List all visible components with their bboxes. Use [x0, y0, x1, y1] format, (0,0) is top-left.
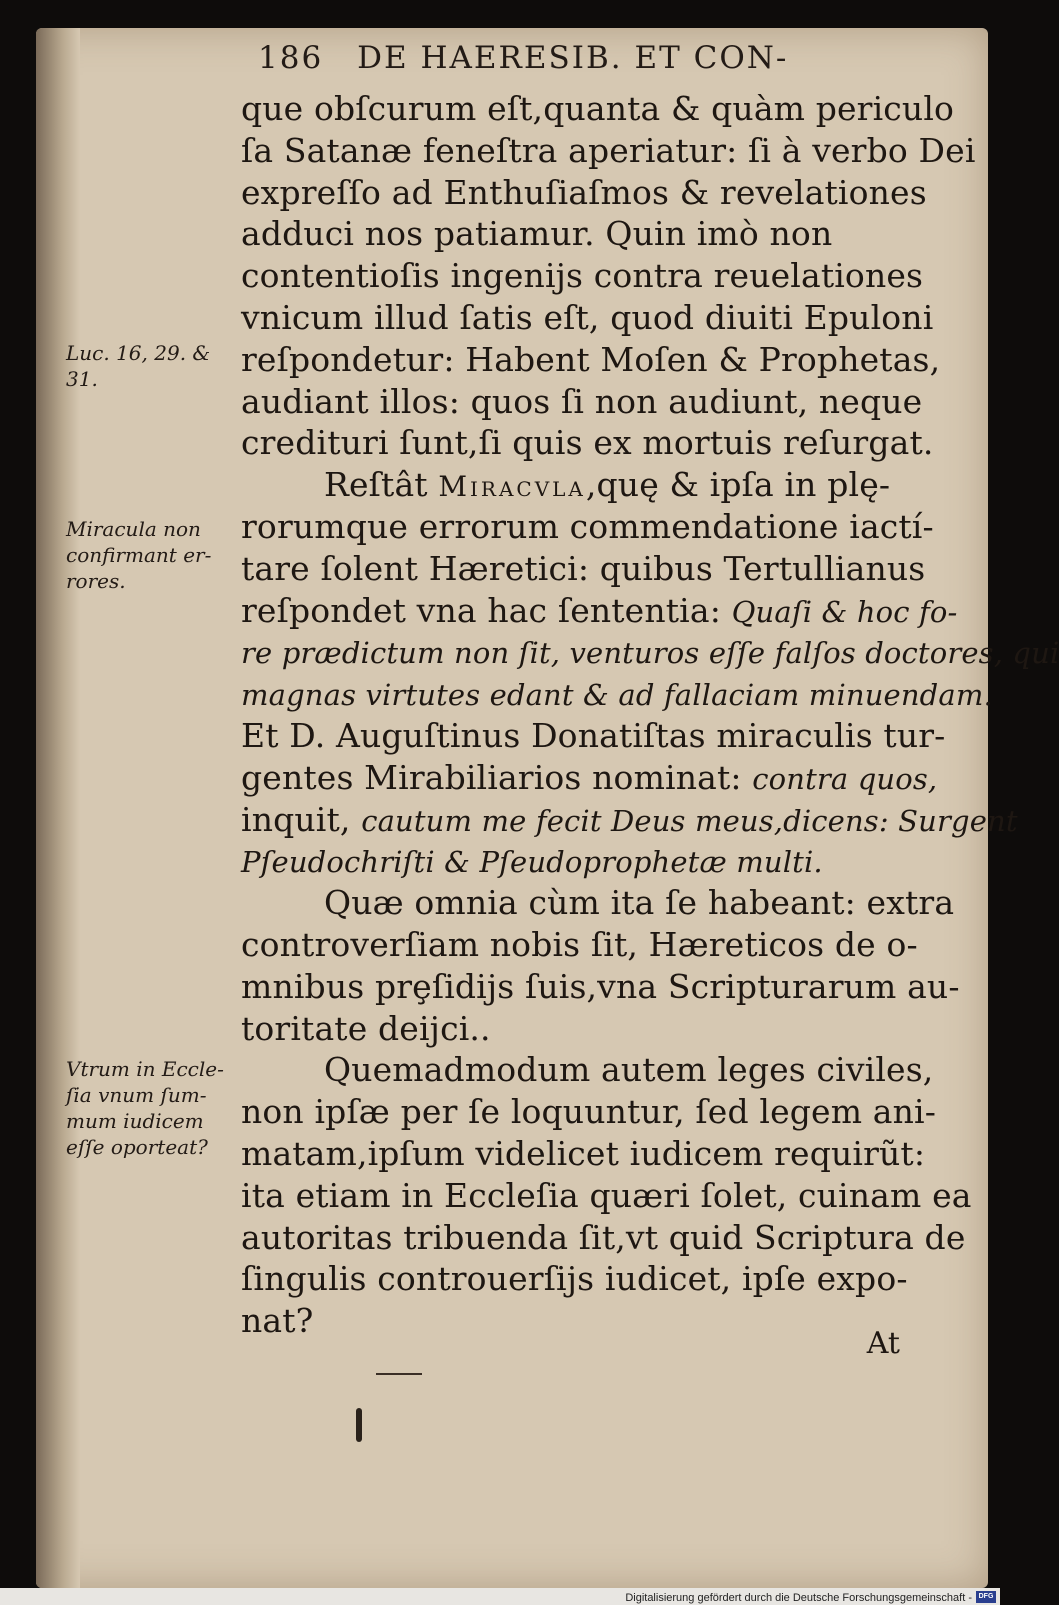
quotation: magnas virtutes edant & ad fallaciam minuendam. [241, 678, 993, 713]
text-line [241, 631, 1059, 673]
marginal-line: ſia vnum ſum- [66, 1083, 207, 1107]
marginal-line: rores. [66, 569, 126, 593]
text-line: mnibus prȩſidijs ſuis,vna Scripturarum au- [241, 966, 960, 1006]
quotation: re prædictum non ſit, venturos eſſe falſos doctores, qui [241, 636, 1059, 671]
text-span: reſpondet vna hac ſententia: [241, 590, 732, 630]
page-number: 186 [258, 40, 324, 76]
digitization-footer [0, 1588, 1000, 1605]
text-span: gentes Mirabiliarios nominat: [241, 757, 753, 797]
text-line: autoritas tribuenda ſit,vt quid Scriptura de [241, 1217, 966, 1257]
text-line [241, 840, 966, 882]
text-line: non ipſæ per ſe loquuntur, ſed legem ani- [241, 1092, 937, 1132]
text-line: credituri ſunt,ſi quis ex mortuis reſurgat. [241, 423, 934, 463]
text-line: reſpondetur: Habent Moſen & Prophetas, [241, 339, 941, 379]
quotation: cautum me fecit Deus meus,dicens: Surgent [361, 803, 1018, 838]
text-line: rorumque errorum commendatione iactí- [241, 506, 934, 546]
main-text [241, 88, 1059, 1342]
marginal-note-judge [66, 1056, 241, 1160]
dfg-logo-icon: DFG [976, 1591, 996, 1603]
quotation: Pſeudochriſti & Pſeudoprophetæ multi. [241, 845, 823, 880]
catchword: At [866, 1326, 900, 1361]
text-span: ,quę & ipſa in plę- [585, 465, 891, 505]
text-line: controverſiam nobis ſit, Hæreticos de o- [241, 924, 918, 964]
marginal-line: mum iudicem [66, 1109, 204, 1133]
ink-stroke-mark [356, 1408, 362, 1442]
page-spine-shadow [36, 28, 80, 1588]
marginal-line: 31. [66, 367, 98, 391]
text-line: audiant illos: quos ſi non audiunt, neque [241, 381, 923, 421]
text-line: adduci nos patiamur. Quin imò non [241, 214, 833, 254]
marginal-note-miracles [66, 516, 241, 594]
text-line: expreſſo ad Enthuſiaſmos & revelationes [241, 172, 927, 212]
marginal-line: Luc. 16, 29. & [66, 341, 211, 365]
text-span: Reſtât [324, 465, 439, 505]
text-span: inquit, [241, 799, 362, 839]
text-line [241, 757, 966, 799]
text-line [241, 590, 966, 632]
text-line: Et D. Auguſtinus Donatiſtas miraculis tur- [241, 715, 946, 755]
text-line: tare ſolent Hæretici: quibus Tertullianus [241, 548, 926, 588]
text-line: ita etiam in Eccleſia quæri ſolet, cuinam ea [241, 1175, 972, 1215]
book-page [36, 28, 1059, 1588]
quotation: Quaſi & hoc fo- [731, 594, 958, 629]
running-header [258, 40, 958, 84]
text-line: contentioſis ingenijs contra reuelationes [241, 256, 924, 296]
marginal-line: Miracula non [66, 517, 201, 541]
marginal-note-luke [66, 340, 241, 392]
text-line: Quæ omnia cùm ita ſe habeant: extra [324, 883, 955, 923]
text-line [241, 464, 966, 506]
running-title: DE HAERESIB. ET CON- [357, 40, 789, 76]
text-line [241, 799, 1018, 841]
text-line: ſingulis controuerſijs iudicet, ipſe expo- [241, 1259, 908, 1299]
footer-credit: Digitalisierung gefördert durch die Deutsche Forschungsgemeinschaft - [625, 1592, 972, 1604]
text-line [241, 673, 993, 715]
text-line: Quemadmodum autem leges civiles, [324, 1050, 934, 1090]
text-line: matam,ipſum videlicet iudicem requirũt: [241, 1133, 926, 1173]
text-line: que obſcurum eſt,quanta & quàm periculo [241, 89, 955, 128]
text-line: ſa Satanæ feneſtra aperiatur: ſi à verbo Dei [241, 130, 976, 170]
marginal-line: confirmant er- [66, 543, 212, 567]
marginal-line: Vtrum in Eccle- [66, 1057, 224, 1081]
ink-dash-mark [376, 1373, 422, 1375]
text-line: toritate deijci.. [241, 1008, 491, 1048]
text-line: nat? [241, 1301, 314, 1341]
marginal-line: eſſe oporteat? [66, 1135, 208, 1159]
text-line: vnicum illud ſatis eſt, quod diuiti Epuloni [241, 297, 934, 337]
quotation: contra quos, [752, 761, 938, 796]
small-caps-word: Miracvla [438, 470, 586, 504]
